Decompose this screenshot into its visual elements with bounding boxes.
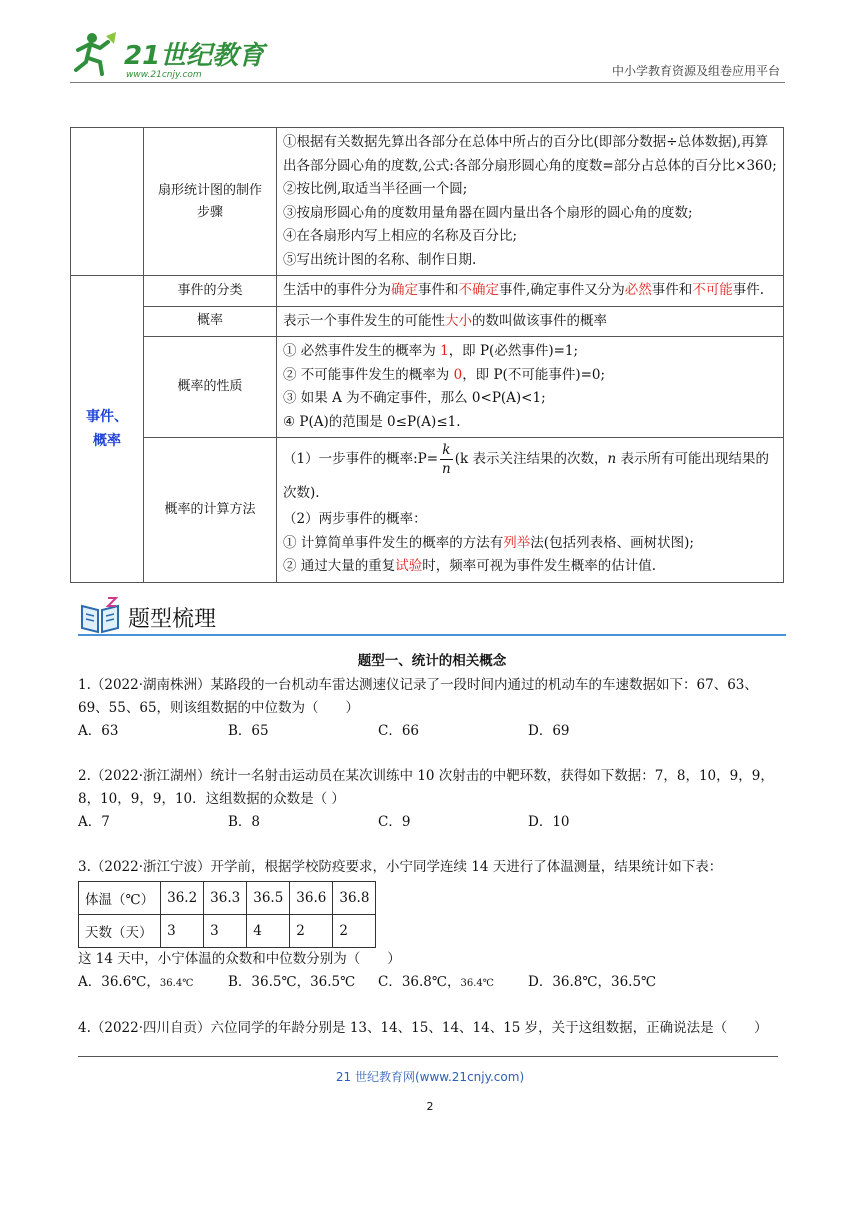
table-cell: 36.3 <box>204 882 247 915</box>
book-icon <box>78 596 122 636</box>
text: B．36.5℃，36.5℃ <box>228 974 356 990</box>
text: 表示一个事件发生的可能性 <box>283 312 445 329</box>
table-row <box>71 438 784 583</box>
option-c: C．66 <box>378 723 420 739</box>
option-a: A．63 <box>78 723 119 739</box>
row-label: 事件的分类 <box>144 276 277 307</box>
footer-site-link[interactable]: 21 世纪教育网(www.21cnjy.com) <box>335 1070 525 1084</box>
option-c <box>378 971 528 995</box>
text: 事件. <box>732 282 765 298</box>
option-a <box>78 971 228 995</box>
row-label: 概率的计算方法 <box>144 438 277 583</box>
text: 36.4℃ <box>159 978 194 989</box>
table-cell: 36.2 <box>161 882 204 915</box>
footer-divider <box>78 1056 778 1057</box>
text: A．36.6℃， <box>78 974 160 990</box>
table-row <box>79 882 376 915</box>
runner-icon <box>76 32 116 74</box>
denominator: n <box>442 461 451 477</box>
pie-step-5: ⑤写出统计图的名称、制作日期. <box>283 251 477 268</box>
highlight: 列举 <box>503 534 531 551</box>
question-1: 1.（2022·湖南株洲）某路段的一台机动车雷达测速仪记录了一段时间内通过的机动车的车速数据如下：67、63、69、55、65，则该组数据的中位数为（ ） <box>78 677 758 716</box>
text: D．36.8℃，36.5℃ <box>528 974 657 990</box>
pie-steps-label: 扇形统计图的制作步骤 <box>157 182 262 220</box>
probability-properties <box>277 337 784 438</box>
highlight: 不确定 <box>458 282 499 298</box>
text: 事件,确定事件又分为 <box>499 282 625 298</box>
text: (k 表示关注结果的次数， <box>454 451 608 467</box>
table-row <box>79 915 376 948</box>
property-1 <box>283 340 777 364</box>
text: ① 计算简单事件发生的概率的方法有 <box>283 534 504 551</box>
fraction-k-over-n <box>440 441 453 478</box>
table-cell: 4 <box>247 915 290 948</box>
text: ① 必然事件发生的概率为 <box>283 343 441 359</box>
table-row <box>71 306 784 337</box>
category-cell-empty <box>71 128 144 276</box>
category-cell <box>71 276 144 583</box>
property-4: ④ P(A)的范围是 0≤P(A)≤1. <box>283 413 461 430</box>
text: ② 不可能事件发生的概率为 <box>283 366 454 383</box>
highlight: 1 <box>440 343 449 359</box>
row-label <box>144 128 277 276</box>
question-1-options <box>78 720 786 743</box>
pie-step-3: ③按扇形圆心角的度数用量角器在圆内量出各个扇形的圆心角的度数; <box>283 204 693 221</box>
option-c: C．9 <box>378 814 411 830</box>
italic-n: n <box>607 451 617 467</box>
option-d <box>528 971 678 995</box>
page-number: 2 <box>426 1100 434 1113</box>
text: 的数叫做该事件的概率 <box>472 312 607 329</box>
pie-step-2: ②按比例,取适当半径画一个圆; <box>283 181 468 197</box>
header-cell: 体温（℃） <box>79 882 161 915</box>
calc-line-2: （2）两步事件的概率： <box>283 511 427 527</box>
section-heading <box>78 596 786 638</box>
page-header <box>70 24 790 84</box>
table-cell: 3 <box>204 915 247 948</box>
highlight: 试验 <box>395 558 423 574</box>
table-row <box>71 276 784 307</box>
option-b <box>228 971 378 995</box>
calc-line-3 <box>283 532 777 556</box>
logo-url: www.21cnjy.com <box>126 70 202 80</box>
logo-text: 21世纪教育 <box>124 41 265 71</box>
text: ，即 P(必然事件)=1; <box>448 343 579 359</box>
property-2 <box>283 364 777 388</box>
highlight: 0 <box>453 366 463 383</box>
highlight: 确定 <box>391 282 418 298</box>
calc-line-4 <box>283 555 777 579</box>
option-b: B．65 <box>228 723 269 739</box>
text: 36.4℃ <box>460 978 494 989</box>
table-row <box>71 128 784 276</box>
text: 表示所有可能出现结果的次数). <box>283 451 769 501</box>
calc-line-1 <box>283 441 777 508</box>
header-divider <box>70 82 785 83</box>
category-label: 事件、概率 <box>86 408 128 449</box>
text: ② 通过大量的重复 <box>283 558 396 574</box>
section-underline <box>78 634 786 636</box>
site-logo <box>70 28 310 80</box>
pie-step-4: ④在各扇形内写上相应的名称及百分比; <box>283 228 518 244</box>
row-label: 概率 <box>144 306 277 337</box>
probability-definition <box>277 306 784 337</box>
option-d: D．10 <box>528 814 570 830</box>
platform-name: 中小学教育资源及组卷应用平台 <box>611 64 780 78</box>
table-cell: 36.5 <box>247 882 290 915</box>
highlight: 必然 <box>624 282 652 298</box>
highlight: 大小 <box>445 312 472 329</box>
table-cell: 36.6 <box>290 882 333 915</box>
table-cell: 2 <box>333 915 376 948</box>
temperature-table <box>78 881 376 948</box>
property-3: ③ 如果 A 为不确定事件，那么 0<P(A)<1; <box>283 390 546 406</box>
questions <box>78 650 786 1040</box>
table-cell: 2 <box>290 915 333 948</box>
question-2: 2.（2022·浙江湖州）统计一名射击运动员在某次训练中 10 次射击的中靶环数，获得如下数据：7，8，10，9，9，8，10，9，9，10．这组数据的众数是（ ） <box>78 768 774 807</box>
text: C．36.8℃， <box>378 974 461 990</box>
table-cell: 36.8 <box>333 882 376 915</box>
text: ，即 P(不可能事件)=0; <box>462 366 606 383</box>
question-4: 4.（2022·四川自贡）六位同学的年龄分别是 13、14、15、14、14、15 岁，关于这组数据，正确说法是（ ） <box>78 1020 768 1036</box>
probability-calculation <box>277 438 784 583</box>
text: （1）一步事件的概率:P= <box>283 451 439 467</box>
text: 时，频率可视为事件发生概率的估计值. <box>422 558 657 574</box>
numerator: k <box>440 441 453 460</box>
table-row <box>71 337 784 438</box>
text: 事件和 <box>418 282 459 298</box>
event-classification <box>277 276 784 307</box>
section-title: 题型梳理 <box>128 607 217 632</box>
question-2-options <box>78 811 786 834</box>
text: 法(包括列表格、画树状图); <box>530 534 694 551</box>
question-3-prompt: 这 14 天中，小宁体温的众数和中位数分别为（ ） <box>78 951 401 967</box>
highlight: 不可能 <box>692 282 733 298</box>
table-cell: 3 <box>161 915 204 948</box>
row-content <box>277 128 784 276</box>
pie-step-1: ①根据有关数据先算出各部分在总体中所占的百分比(即部分数据÷总体数据),再算出各部分圆心角的度数,公式:各部分扇形圆心角的度数=部分占总体的百分比×360; <box>283 134 777 174</box>
option-d: D．69 <box>528 723 570 739</box>
question-3: 3.（2022·浙江宁波）开学前，根据学校防疫要求，小宁同学连续 14 天进行了体温测量，结果统计如下表： <box>78 859 723 875</box>
text: 事件和 <box>651 282 693 298</box>
option-a: A．7 <box>78 814 110 830</box>
knowledge-table <box>70 127 784 583</box>
row-label: 概率的性质 <box>144 337 277 438</box>
header-cell: 天数（天） <box>79 915 161 948</box>
question-type-title: 题型一、统计的相关概念 <box>357 653 507 669</box>
question-3-options <box>78 971 786 995</box>
option-b: B．8 <box>228 814 261 830</box>
text: 生活中的事件分为 <box>283 282 391 298</box>
